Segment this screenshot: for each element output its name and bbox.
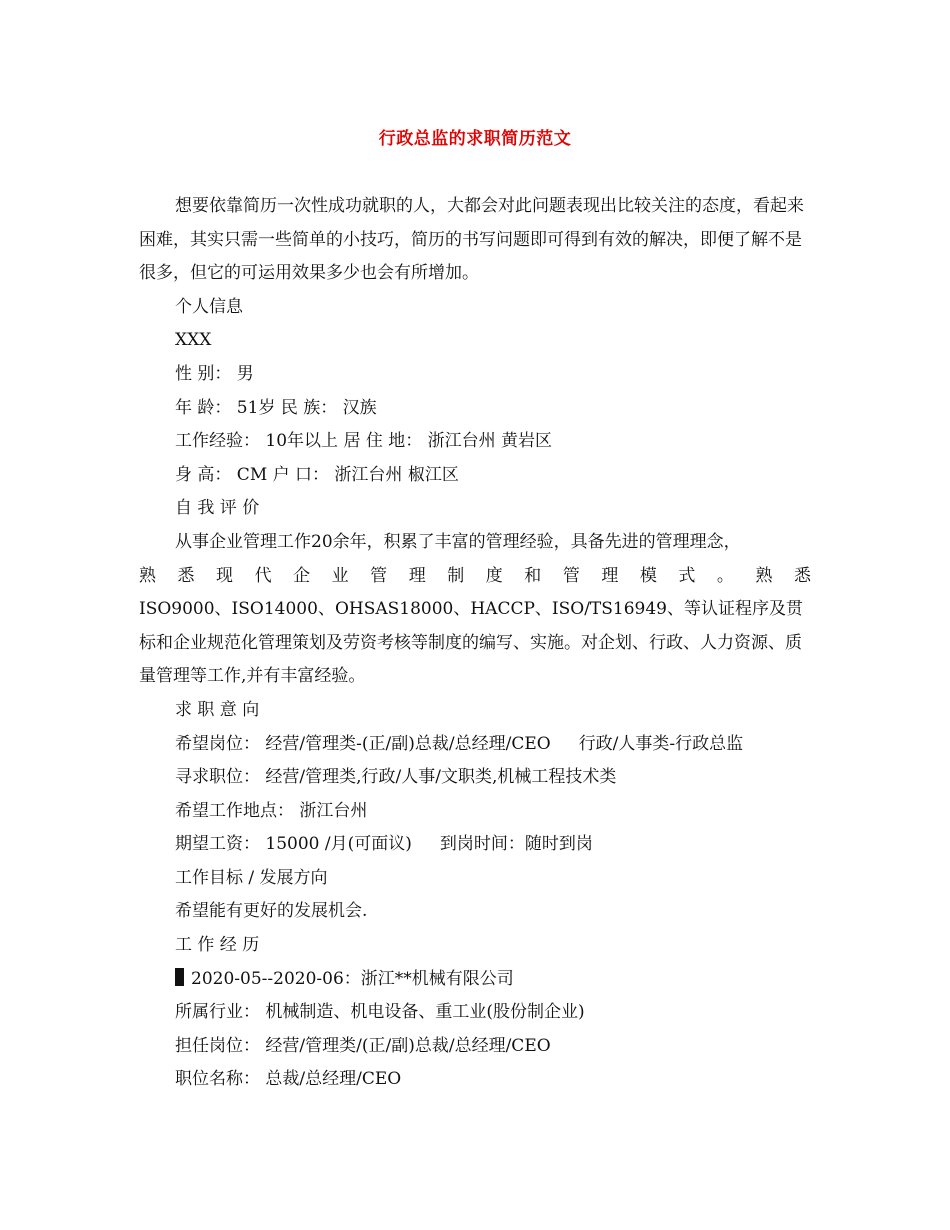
personal-gender: 性 别： 男 (175, 363, 254, 384)
intention-heading: 求 职 意 向 (175, 699, 260, 720)
personal-experience: 工作经验： 10年以上 居 住 地： 浙江台州 黄岩区 (175, 431, 553, 452)
desired-position-line (139, 728, 811, 762)
self-eval-line-1: 从事企业管理工作20余年，积累了丰富的管理经验，具备先进的管理理念， (175, 531, 741, 552)
work-heading: 工 作 经 历 (175, 935, 260, 956)
personal-name: XXX (175, 330, 212, 351)
goal-text: 希望能有更好的发展机会. (175, 901, 368, 922)
self-eval-paragraph: ISO9000、ISO14000、OHSAS18000、HACCP、ISO/TS16949、等认证程序及贯标和企业规范化管理策划及劳资考核等制度的编写、实施。对企划、行政、人力资源、质量管理等工作,并有丰富经验。 (139, 599, 803, 687)
work-period-line (139, 963, 811, 997)
desired-location: 希望工作地点： 浙江台州 (175, 800, 368, 821)
document-title: 行政总监的求职简历范文 (378, 129, 572, 149)
seek-position: 寻求职位： 经营/管理类,行政/人事/文职类,机械工程技术类 (175, 767, 617, 788)
intro-paragraph: 想要依靠简历一次性成功就职的人，大都会对此问题表现出比较关注的态度，看起来困难，其实只需一些简单的小技巧，简历的书写问题即可得到有效的解决，即便了解不是很多，但它的可运用效果多少也会有所增加。 (139, 196, 804, 284)
salary-line (139, 828, 811, 862)
document-body (139, 190, 811, 1097)
goal-heading: 工作目标 / 发展方向 (175, 867, 328, 888)
expected-salary: 期望工资： 15000 /月(可面议) (175, 834, 412, 855)
work-role: 担任岗位： 经营/管理类/(正/副)总裁/总经理/CEO (175, 1035, 551, 1056)
desired-position-a: 希望岗位： 经营/管理类-(正/副)总裁/总经理/CEO (175, 733, 551, 754)
self-eval-heading: 自 我 评 价 (175, 498, 260, 519)
work-period: 2020-05--2020-06：浙江**机械有限公司 (191, 968, 514, 989)
personal-heading: 个人信息 (175, 296, 243, 317)
arrival-time: 到岗时间：随时到岗 (439, 834, 593, 855)
work-title: 职位名称： 总裁/总经理/CEO (175, 1069, 402, 1090)
work-industry: 所属行业： 机械制造、机电设备、重工业(股份制企业) (175, 1002, 585, 1023)
personal-age: 年 龄： 51岁 民 族： 汉族 (175, 397, 377, 418)
personal-height: 身 高： CM 户 口： 浙江台州 椒江区 (175, 464, 459, 485)
self-eval-line-2: 熟 悉 现 代 企 业 管 理 制 度 和 管 理 模 式 。 熟 悉 (139, 565, 811, 586)
desired-position-b: 行政/人事类-行政总监 (578, 733, 744, 754)
bullet-bar-icon (175, 968, 184, 986)
